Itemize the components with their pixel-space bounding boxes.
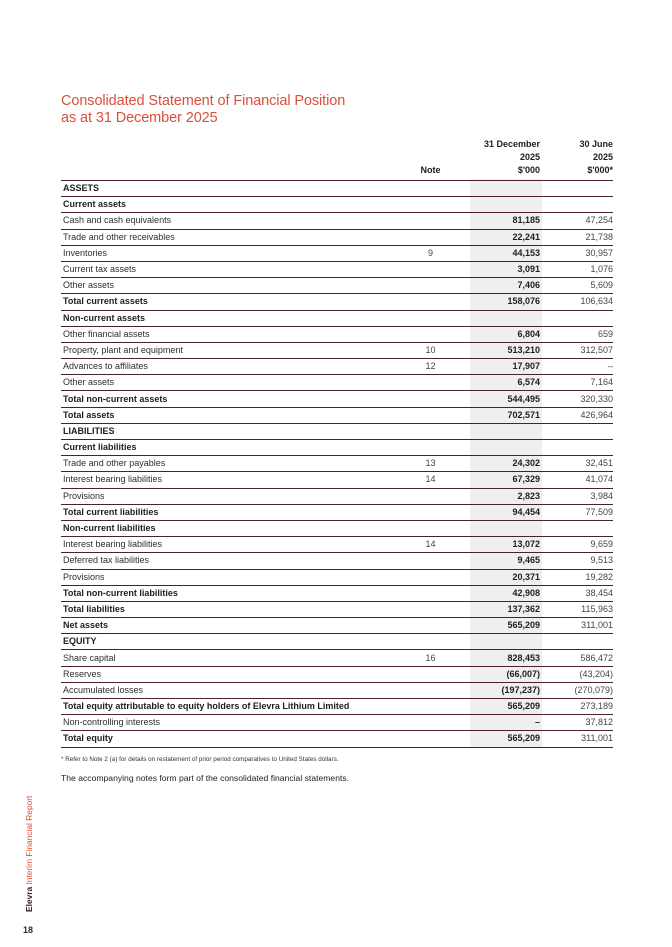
table-row xyxy=(61,229,613,245)
row-note xyxy=(391,634,470,650)
row-label: Trade and other receivables xyxy=(61,229,391,245)
row-note xyxy=(391,294,470,310)
row-prior-value: 32,451 xyxy=(542,456,613,472)
row-prior-value: 37,812 xyxy=(542,715,613,731)
table-row xyxy=(61,650,613,666)
row-current-value xyxy=(470,310,542,326)
row-note: 16 xyxy=(391,650,470,666)
row-current-value: 828,453 xyxy=(470,650,542,666)
row-prior-value: 311,001 xyxy=(542,731,613,747)
row-current-value: 7,406 xyxy=(470,278,542,294)
row-current-value: 544,495 xyxy=(470,391,542,407)
row-note xyxy=(391,601,470,617)
row-prior-value: 21,738 xyxy=(542,229,613,245)
row-note: 14 xyxy=(391,472,470,488)
row-current-value: 565,209 xyxy=(470,699,542,715)
row-current-value: 2,823 xyxy=(470,488,542,504)
row-note xyxy=(391,181,470,197)
row-prior-value: (43,204) xyxy=(542,666,613,682)
row-note xyxy=(391,229,470,245)
row-note xyxy=(391,520,470,536)
header-current-period: 31 December 2025 $'000 xyxy=(470,138,542,181)
row-prior-value xyxy=(542,423,613,439)
table-row xyxy=(61,278,613,294)
row-current-value: 137,362 xyxy=(470,601,542,617)
table-row xyxy=(61,310,613,326)
row-current-value: 6,804 xyxy=(470,326,542,342)
row-current-value: 24,302 xyxy=(470,456,542,472)
row-prior-value: 312,507 xyxy=(542,342,613,358)
row-label: Non-current liabilities xyxy=(61,520,391,536)
table-row xyxy=(61,520,613,536)
row-note xyxy=(391,375,470,391)
row-current-value: (66,007) xyxy=(470,666,542,682)
table-row xyxy=(61,715,613,731)
table-body xyxy=(61,181,613,748)
row-note: 13 xyxy=(391,456,470,472)
row-prior-value: 30,957 xyxy=(542,245,613,261)
row-label: Non-current assets xyxy=(61,310,391,326)
table-row xyxy=(61,472,613,488)
table-row xyxy=(61,440,613,456)
row-note xyxy=(391,699,470,715)
row-prior-value: 77,509 xyxy=(542,504,613,520)
row-note xyxy=(391,213,470,229)
row-label: Total equity xyxy=(61,731,391,747)
row-label: Total assets xyxy=(61,407,391,423)
table-row xyxy=(61,326,613,342)
row-label: Property, plant and equipment xyxy=(61,342,391,358)
row-current-value xyxy=(470,197,542,213)
row-note xyxy=(391,310,470,326)
table-row xyxy=(61,569,613,585)
row-current-value: 17,907 xyxy=(470,359,542,375)
row-label: Accumulated losses xyxy=(61,682,391,698)
row-label: Interest bearing liabilities xyxy=(61,472,391,488)
row-note: 9 xyxy=(391,245,470,261)
table-row xyxy=(61,423,613,439)
row-label: Total non-current assets xyxy=(61,391,391,407)
header-label-spacer xyxy=(61,138,391,181)
row-prior-value: 7,164 xyxy=(542,375,613,391)
row-prior-value: 19,282 xyxy=(542,569,613,585)
row-label: Other assets xyxy=(61,278,391,294)
row-prior-value: – xyxy=(542,359,613,375)
row-prior-value: 9,659 xyxy=(542,537,613,553)
table-row xyxy=(61,585,613,601)
table-row xyxy=(61,213,613,229)
row-label: Total current assets xyxy=(61,294,391,310)
row-current-value: 158,076 xyxy=(470,294,542,310)
row-current-value: 702,571 xyxy=(470,407,542,423)
report-side-label xyxy=(24,796,34,912)
table-row xyxy=(61,618,613,634)
page-number: 18 xyxy=(23,925,34,935)
row-label: Inventories xyxy=(61,245,391,261)
table-row xyxy=(61,601,613,617)
table-row xyxy=(61,504,613,520)
row-current-value: 13,072 xyxy=(470,537,542,553)
row-note xyxy=(391,731,470,747)
row-label: ASSETS xyxy=(61,181,391,197)
row-prior-value xyxy=(542,520,613,536)
row-label: Non-controlling interests xyxy=(61,715,391,731)
row-prior-value: 3,984 xyxy=(542,488,613,504)
table-row xyxy=(61,294,613,310)
row-note xyxy=(391,553,470,569)
accompanying-notes-statement: The accompanying notes form part of the consolidated financial statements. xyxy=(61,773,350,783)
row-current-value: (197,237) xyxy=(470,682,542,698)
row-prior-value: 586,472 xyxy=(542,650,613,666)
row-prior-value xyxy=(542,181,613,197)
row-current-value xyxy=(470,440,542,456)
financial-position-table xyxy=(61,138,613,748)
row-label: Reserves xyxy=(61,666,391,682)
row-label: Current tax assets xyxy=(61,261,391,277)
row-label: Other assets xyxy=(61,375,391,391)
row-label: EQUITY xyxy=(61,634,391,650)
row-prior-value: 659 xyxy=(542,326,613,342)
table-row xyxy=(61,537,613,553)
row-prior-value: 320,330 xyxy=(542,391,613,407)
table-row xyxy=(61,553,613,569)
row-current-value: 565,209 xyxy=(470,618,542,634)
row-note xyxy=(391,618,470,634)
table-row xyxy=(61,342,613,358)
row-current-value: 44,153 xyxy=(470,245,542,261)
table-row xyxy=(61,699,613,715)
row-note xyxy=(391,391,470,407)
row-label: Interest bearing liabilities xyxy=(61,537,391,553)
row-label: Net assets xyxy=(61,618,391,634)
row-current-value: 565,209 xyxy=(470,731,542,747)
row-note xyxy=(391,407,470,423)
header-note: Note xyxy=(391,138,470,181)
row-note xyxy=(391,585,470,601)
row-prior-value: 5,609 xyxy=(542,278,613,294)
row-label: Total current liabilities xyxy=(61,504,391,520)
table-row xyxy=(61,245,613,261)
row-current-value: 6,574 xyxy=(470,375,542,391)
row-prior-value: (270,079) xyxy=(542,682,613,698)
row-current-value: 67,329 xyxy=(470,472,542,488)
row-label: Total non-current liabilities xyxy=(61,585,391,601)
row-prior-value: 273,189 xyxy=(542,699,613,715)
row-note xyxy=(391,261,470,277)
row-note xyxy=(391,278,470,294)
row-prior-value: 426,964 xyxy=(542,407,613,423)
row-note xyxy=(391,488,470,504)
row-label: Current liabilities xyxy=(61,440,391,456)
row-prior-value xyxy=(542,440,613,456)
table-row xyxy=(61,731,613,747)
table-row xyxy=(61,407,613,423)
table-row xyxy=(61,682,613,698)
row-note xyxy=(391,197,470,213)
table-row xyxy=(61,634,613,650)
row-current-value: 513,210 xyxy=(470,342,542,358)
table-row xyxy=(61,375,613,391)
row-label: LIABILITIES xyxy=(61,423,391,439)
row-current-value: 94,454 xyxy=(470,504,542,520)
row-label: Other financial assets xyxy=(61,326,391,342)
row-current-value: 22,241 xyxy=(470,229,542,245)
row-note xyxy=(391,682,470,698)
title-line-2: as at 31 December 2025 xyxy=(61,110,218,126)
table-row xyxy=(61,456,613,472)
row-note: 10 xyxy=(391,342,470,358)
header-prior-period: 30 June 2025 $'000* xyxy=(542,138,613,181)
row-label: Deferred tax liabilities xyxy=(61,553,391,569)
row-note xyxy=(391,423,470,439)
row-current-value: 9,465 xyxy=(470,553,542,569)
row-label: Cash and cash equivalents xyxy=(61,213,391,229)
row-note xyxy=(391,569,470,585)
page-title xyxy=(61,93,345,127)
row-label: Provisions xyxy=(61,488,391,504)
row-current-value xyxy=(470,520,542,536)
row-label: Trade and other payables xyxy=(61,456,391,472)
row-prior-value xyxy=(542,197,613,213)
row-prior-value: 9,513 xyxy=(542,553,613,569)
financial-position-table-wrapper xyxy=(61,138,613,748)
row-label: Total liabilities xyxy=(61,601,391,617)
row-current-value xyxy=(470,181,542,197)
row-current-value: 42,908 xyxy=(470,585,542,601)
brand-name: Elevra xyxy=(24,886,34,912)
row-label: Current assets xyxy=(61,197,391,213)
row-prior-value: 1,076 xyxy=(542,261,613,277)
row-prior-value: 38,454 xyxy=(542,585,613,601)
table-row xyxy=(61,391,613,407)
table-row xyxy=(61,197,613,213)
row-prior-value: 47,254 xyxy=(542,213,613,229)
row-prior-value: 311,001 xyxy=(542,618,613,634)
row-label: Share capital xyxy=(61,650,391,666)
row-note: 14 xyxy=(391,537,470,553)
row-prior-value xyxy=(542,634,613,650)
row-label: Total equity attributable to equity holders of Elevra Lithium Limited xyxy=(61,699,391,715)
row-current-value xyxy=(470,423,542,439)
row-note xyxy=(391,666,470,682)
table-row xyxy=(61,181,613,197)
table-row xyxy=(61,261,613,277)
row-current-value: 3,091 xyxy=(470,261,542,277)
title-line-1: Consolidated Statement of Financial Position xyxy=(61,93,346,109)
row-current-value: 20,371 xyxy=(470,569,542,585)
table-row xyxy=(61,666,613,682)
row-prior-value: 41,074 xyxy=(542,472,613,488)
row-prior-value: 115,963 xyxy=(542,601,613,617)
row-current-value xyxy=(470,634,542,650)
table-header-row xyxy=(61,138,613,181)
row-note xyxy=(391,326,470,342)
row-note xyxy=(391,440,470,456)
row-label: Provisions xyxy=(61,569,391,585)
row-note xyxy=(391,504,470,520)
row-prior-value xyxy=(542,310,613,326)
footnote: * Refer to Note 2 (a) for details on restatement of prior period comparatives to United States dollars. xyxy=(61,756,339,763)
row-current-value: – xyxy=(470,715,542,731)
table-row xyxy=(61,488,613,504)
row-prior-value: 106,634 xyxy=(542,294,613,310)
row-label: Advances to affiliates xyxy=(61,359,391,375)
table-row xyxy=(61,359,613,375)
row-note: 12 xyxy=(391,359,470,375)
row-current-value: 81,185 xyxy=(470,213,542,229)
row-note xyxy=(391,715,470,731)
report-name: Interim Financial Report xyxy=(24,795,34,887)
